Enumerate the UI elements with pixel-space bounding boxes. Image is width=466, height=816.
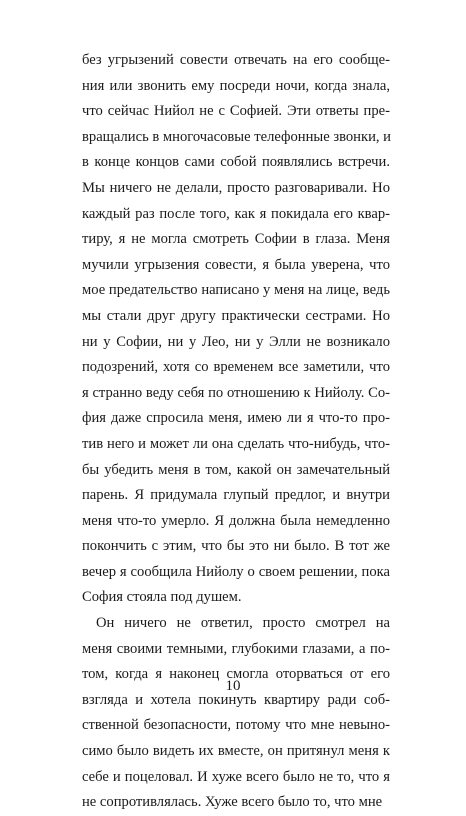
text-line: фия даже спросила меня, имею ли я что-то про- xyxy=(82,410,390,427)
text-line: я странно веду себя по отношению к Нийолу. Со- xyxy=(82,384,390,401)
text-line: том, когда я наконец смогла оторваться от его xyxy=(82,666,390,683)
text-line: что сейчас Нийол не с Софией. Эти ответы пре- xyxy=(82,103,390,120)
text-line: покончить с этим, что бы это ни было. В тот же xyxy=(82,538,390,555)
text-line: ни у Софии, ни у Лео, ни у Элли не возникало xyxy=(82,333,390,350)
paragraph xyxy=(82,611,390,816)
paragraph xyxy=(82,48,390,611)
text-line: каждый раз после того, как я покидала его квар- xyxy=(82,205,390,222)
text-line: тиру, я не могла смотреть Софии в глаза. Меня xyxy=(82,231,390,248)
text-line: тив него и может ли она сделать что-нибудь, что- xyxy=(82,435,390,452)
body-text xyxy=(82,48,390,816)
text-line: ственной безопасности, потому что мне невыно- xyxy=(82,717,390,734)
text-line: вечер я сообщила Нийолу о своем решении, пока xyxy=(82,563,390,580)
text-line: подозрений, хотя со временем все заметили, что xyxy=(82,359,390,376)
text-line: Мы ничего не делали, просто разговаривали. Но xyxy=(82,179,390,196)
text-line: мое предательство написано у меня на лице, ведь xyxy=(82,282,390,299)
text-line: София стояла под душем. xyxy=(82,589,242,606)
text-line: ния или звонить ему посреди ночи, когда знала, xyxy=(82,77,390,94)
text-line: не сопротивлялась. Хуже всего было то, что мне xyxy=(82,794,383,811)
text-line: меня что-то умерло. Я должна была немедленно xyxy=(82,512,390,529)
text-line: парень. Я придумала глупый предлог, и внутри xyxy=(82,487,390,504)
text-line: мучили угрызения совести, я была уверена, что xyxy=(82,256,390,273)
text-line: в конце концов сами собой появлялись встречи. xyxy=(82,154,390,171)
text-line: вращались в многочасовые телефонные звонки, и xyxy=(82,128,391,145)
text-line: мы стали друг другу практически сестрами. Но xyxy=(82,307,390,324)
text-line: бы убедить меня в том, какой он замечательный xyxy=(82,461,390,478)
text-line: себе и поцеловал. И хуже всего было не то, что я xyxy=(82,768,390,785)
text-line: Он ничего не ответил, просто смотрел на xyxy=(96,615,390,632)
text-line: меня своими темными, глубокими глазами, а по- xyxy=(82,640,390,657)
page-number: 10 xyxy=(225,678,241,694)
text-line: взгляда и хотела покинуть квартиру ради соб- xyxy=(82,691,390,708)
text-line: без угрызений совести отвечать на его сообще- xyxy=(82,52,390,68)
text-line: симо было видеть их вместе, он притянул меня к xyxy=(82,743,390,760)
